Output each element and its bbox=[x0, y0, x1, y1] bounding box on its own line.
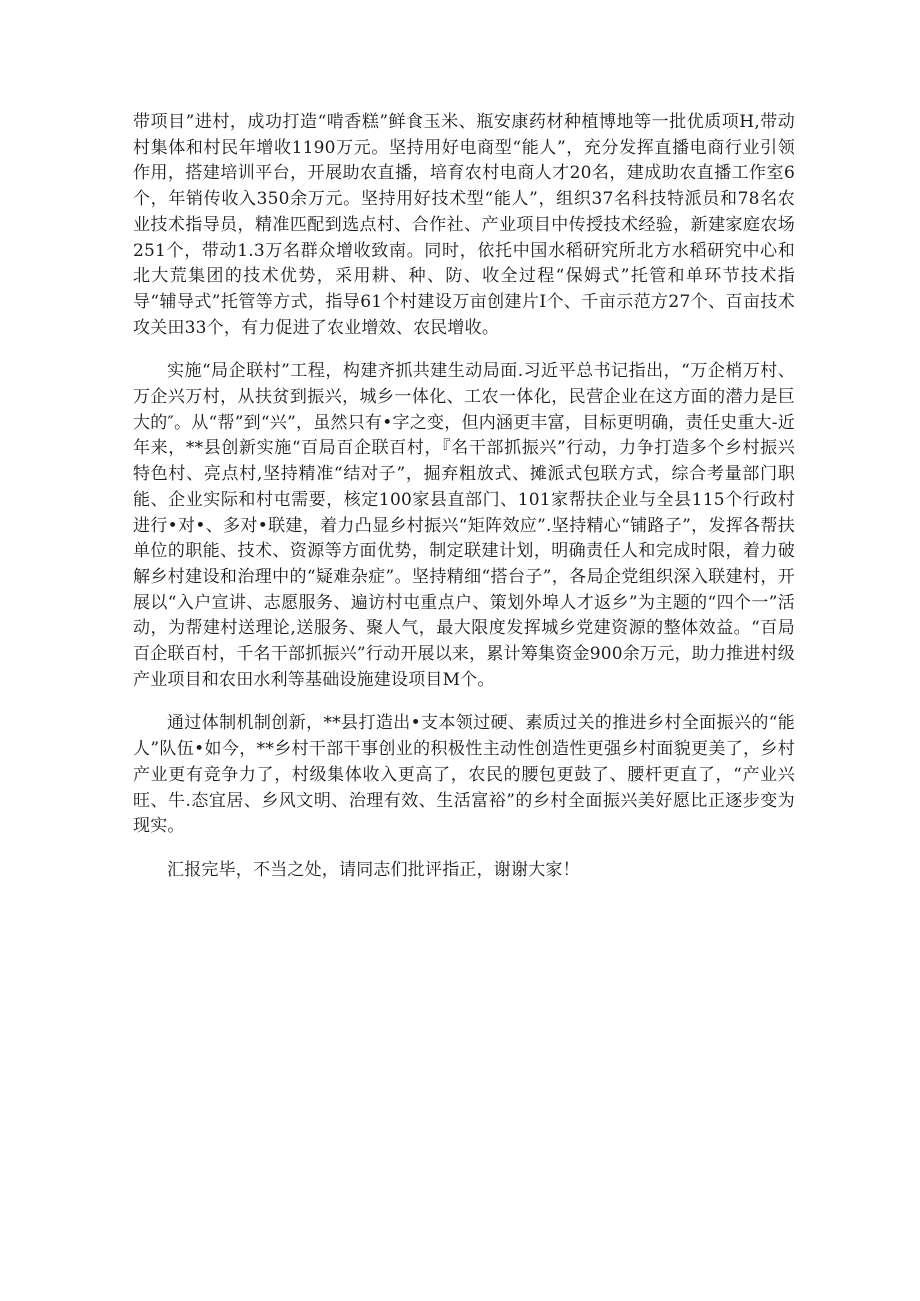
paragraph-spacer bbox=[133, 341, 795, 359]
paragraph-spacer bbox=[133, 693, 795, 711]
document-body bbox=[133, 110, 795, 884]
paragraph-3: 通过体制机制创新，**县打造出•支本领过硬、素质过关的推进乡村全面振兴的“能人”队伍•如今，**乡村干部干事创业的积极性主动性创造性更强乡村面貌更美了，乡村产业更有竞争力了，村级集体收入更高了，农民的腰包更鼓了、腰杆更直了，“产业兴旺、牛.态宜居、乡风文明、治理有效、生活富裕”的乡村全面振兴美好愿比正逐步变为现实。 bbox=[133, 713, 795, 837]
paragraph-spacer bbox=[133, 840, 795, 858]
paragraph-2: 实施“局企联村”工程，构建齐抓共建生动局面.习近平总书记指出，“万企梢万村、万企兴万村，从扶贫到振兴，城乡一体化、工农一体化，民营企业在这方面的潜力是巨大的″。从“帮”到“兴”，虽然只有•字之变，但内涵更丰富，目标更明确，责任史重大-近年来，**县创新实施“百局百企联百村，『名干部抓振兴”行动，力争打造多个乡村振兴特色村、亮点村,坚持精准“结对子”，掘弃粗放式、摊派式包联方式，综合考量部门职能、企业实际和村屯需要，核定100家县直部门、101家帮扶企业与全县115个行政村进行•对•、多对•联建，着力凸显乡村振兴“矩阵效应”.坚持精心“铺路子”，发挥各帮扶单位的职能、技术、资源等方面优势，制定联建计划，明确责任人和完成时限，着力破解乡村建设和治理中的“疑难杂症”。坚持精细“搭台子”，各局企党组织深入联建村，开展以“入户宣讲、志愿服务、遍访村屯重点户、策划外埠人才返乡”为主题的“四个一”活动，为帮建村送理论,送服务、聚人气，最大限度发挥城乡党建资源的整体效益。“百局百企联百村，千名干部抓振兴”行动开展以来，累计筹集资金900余万元，助力推进村级产业项目和农田水利等基础设施建设项目M个。 bbox=[133, 361, 795, 690]
paragraph-4: 汇报完毕，不当之处，请同志们批评指正，谢谢大家！ bbox=[167, 859, 580, 880]
paragraph-1: 带项目”进村，成功打造“啃香糕”鲜食玉米、瓶安康药材种植博地等一批优质项H,带动村集体和村民年增收1190万元。坚持用好电商型“能人”，充分发挥直播电商行业引领作用，搭建培训平台，开展助农直播，培育农村电商人才20名，建成助农直播工作室6个，年销传收入350余万元。坚持用好技术型“能人”，组织37名科技特派员和78名农业技术指导员，精准匹配到选点村、合作社、产业项目中传授技术经验，新建家庭农场251个，带动1.3万名群众增收致南。同时，依托中国水稻研究所北方水稻研究中心和北大荒集团的技术优势，采用耕、种、防、收全过程“保姆式”托管和单环节技术指导“辅导式”托管等方式，指导61个村建设万亩创建片I个、千亩示范方27个、百亩技术攻关田33个，有力促进了农业增效、农民增收。 bbox=[133, 112, 795, 338]
